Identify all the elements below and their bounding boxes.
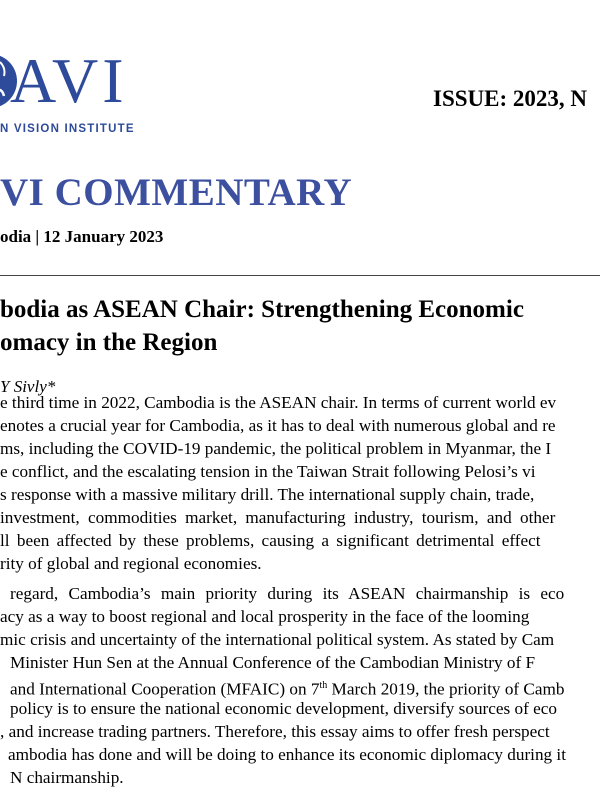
- logo-tagline: N VISION INSTITUTE: [0, 123, 135, 135]
- text-line: policy is to ensure the national economic development, diversify sources of eco: [10, 699, 557, 718]
- article-title-line-1: bodia as ASEAN Chair: Strengthening Economic: [0, 296, 524, 323]
- text-line: rity of global and regional economies.: [0, 554, 262, 573]
- superscript: th: [319, 680, 328, 691]
- text-line: ambodia has done and will be doing to enhance its economic diplomacy during it: [8, 745, 566, 764]
- text-line: s response with a massive military drill. The international supply chain, trade,: [0, 485, 535, 504]
- text-line: investment, commodities market, manufacturing industry, tourism, and other: [0, 508, 556, 527]
- article-title-line-2: omacy in the Region: [0, 329, 218, 356]
- series-title: VI COMMENTARY: [0, 171, 353, 214]
- avi-logo: [0, 40, 170, 140]
- divider: [0, 275, 600, 276]
- text-fragment: March 2019, the priority of Camb: [327, 679, 565, 699]
- text-line: Minister Hun Sen at the Annual Conference of the Cambodian Ministry of F: [10, 653, 536, 672]
- text-line: ll been affected by these problems, causing a significant detrimental effect: [0, 531, 541, 550]
- text-line: N chairmanship.: [10, 768, 124, 787]
- text-line: [10, 676, 565, 700]
- logo-wordmark: AVI: [10, 45, 128, 116]
- issue-label: ISSUE: 2023, N: [433, 86, 588, 111]
- text-line: e third time in 2022, Cambodia is the ASEAN chair. In terms of current world ev: [0, 393, 557, 412]
- text-line: enotes a crucial year for Cambodia, as it has to deal with numerous global and re: [0, 416, 556, 435]
- text-line: , and increase trading partners. Therefore, this essay aims to offer fresh perspect: [0, 722, 550, 741]
- dateline: odia | 12 January 2023: [0, 227, 164, 246]
- text-line: acy as a way to boost regional and local prosperity in the face of the looming: [0, 607, 530, 626]
- text-fragment: and International Cooperation (MFAIC) on 7: [10, 679, 320, 699]
- author: Y Sivly*: [0, 377, 56, 396]
- text-line: mic crisis and uncertainty of the international political system. As stated by Cam: [0, 630, 555, 649]
- text-line: e conflict, and the escalating tension in the Taiwan Strait following Pelosi’s vi: [0, 462, 536, 481]
- text-line: regard, Cambodia’s main priority during its ASEAN chairmanship is eco: [10, 584, 565, 603]
- text-line: ms, including the COVID-19 pandemic, the political problem in Myanmar, the I: [0, 439, 552, 458]
